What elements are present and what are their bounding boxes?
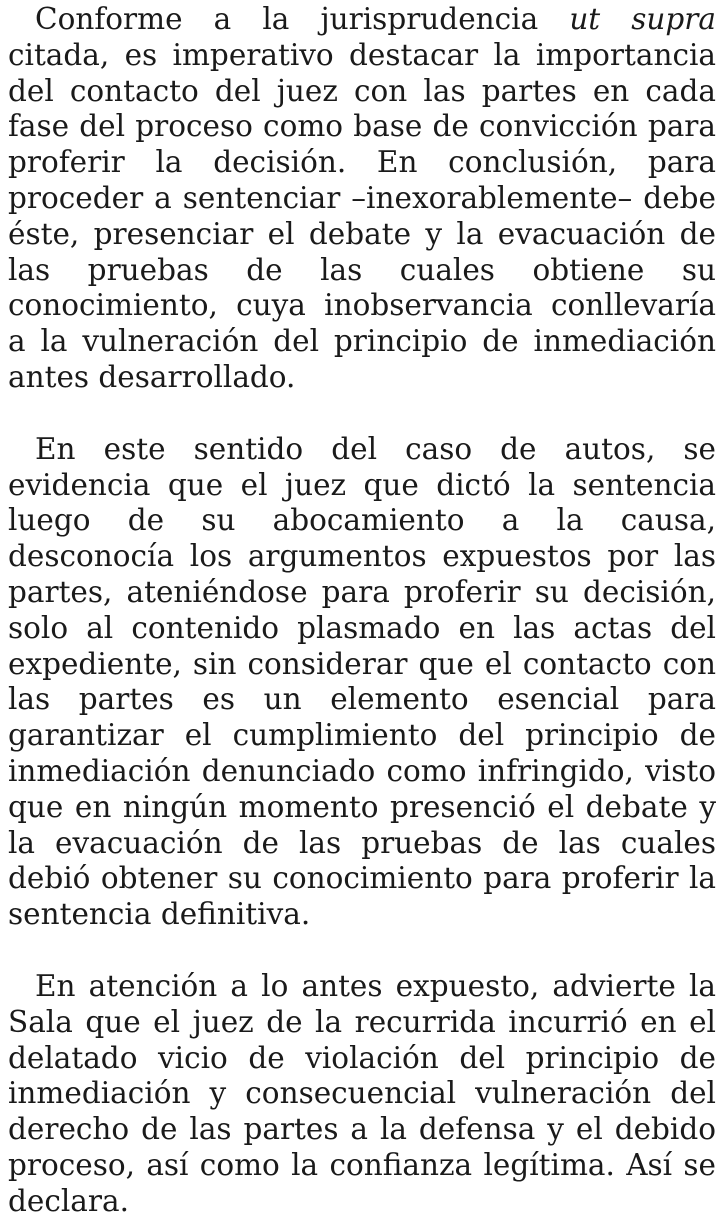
paragraph-1-italic-phrase: ut supra: [569, 2, 716, 36]
paragraph-1-text-start: Conforme a la jurisprudencia: [35, 2, 570, 36]
paragraph-1: [8, 2, 716, 396]
paragraph-1-text-end: citada, es imperativo destacar la importancia del contacto del juez con las partes en cada fase del proceso como base de convicción para proferir la decisión. En conclusión, para proceder a sentenciar –inexorablemente– debe éste, presenciar el debate y la evacuación de las pruebas de las cuales obtiene su conocimiento, cuya inobservancia conllevaría a la vulneración del principio de inmediación antes desarrollado.: [8, 37, 716, 394]
paragraph-3: En atención a lo antes expuesto, advierte la Sala que el juez de la recurrida incurrió en el delatado vicio de violación del principio de inmediación y consecuencial vulneración del derecho de las partes a la defensa y el debido proceso, así como la confianza legítima. Así se declara.: [8, 968, 716, 1218]
paragraph-2: En este sentido del caso de autos, se evidencia que el juez que dictó la sentencia luego de su abocamiento a la causa, desconocía los argumentos expuestos por las partes, ateniéndose para proferir su decisión, solo al contenido plasmado en las actas del expediente, sin considerar que el contacto con las partes es un elemento esencial para garantizar el cumplimiento del principio de inmediación denunciado como infringido, visto que en ningún momento presenció el debate y la evacuación de las pruebas de las cuales debió obtener su conocimiento para proferir la sentencia definitiva.: [8, 431, 716, 932]
